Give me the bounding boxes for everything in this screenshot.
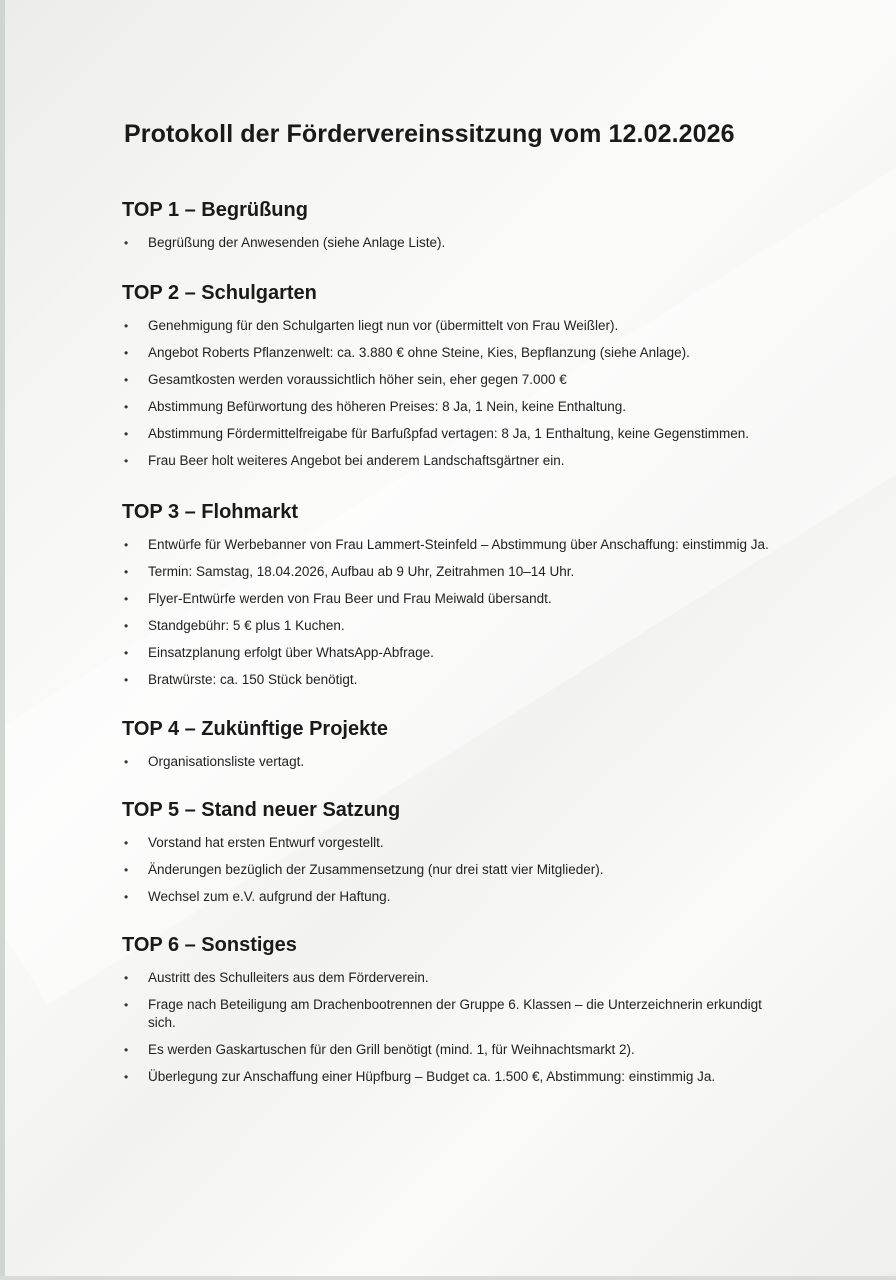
bullet-icon: • [124,836,129,850]
bullet-list [118,753,788,771]
list-item: • Vorstand hat ersten Entwurf vorgestellt. [124,835,384,850]
document-title: Protokoll der Fördervereinssitzung vom 12.02.2026 [124,120,735,148]
list-item: • Frage nach Beteiligung am Drachenbootrennen der Gruppe 6. Klassen – die Unterzeichnerin erkundigt sich. [124,997,762,1030]
page-left-edge [0,0,5,1280]
section-heading: TOP 6 – Sonstiges [122,934,297,956]
section-top-5 [118,799,788,906]
list-item: • Standgebühr: 5 € plus 1 Kuchen. [124,618,345,633]
bullet-icon: • [124,890,129,904]
bullet-icon: • [124,454,129,468]
list-item: • Einsatzplanung erfolgt über WhatsApp-Abfrage. [124,645,434,660]
bullet-icon: • [124,1070,129,1084]
list-item: • Frau Beer holt weiteres Angebot bei anderem Landschaftsgärtner ein. [124,453,565,468]
bullet-icon: • [124,863,129,877]
bullet-icon: • [124,400,129,414]
list-item: • Gesamtkosten werden voraussichtlich höher sein, eher gegen 7.000 € [124,372,567,387]
bullet-icon: • [124,673,129,687]
list-item: • Angebot Roberts Pflanzenwelt: ca. 3.880 € ohne Steine, Kies, Bepflanzung (siehe Anlage). [124,345,690,360]
section-heading: TOP 3 – Flohmarkt [122,501,298,523]
bullet-list [118,317,788,470]
list-item: • Überlegung zur Anschaffung einer Hüpfburg – Budget ca. 1.500 €, Abstimmung: einstimmig Ja. [124,1069,716,1084]
list-item: • Genehmigung für den Schulgarten liegt nun vor (übermittelt von Frau Weißler). [124,318,619,333]
bullet-icon: • [124,346,129,360]
section-top-3 [118,501,788,689]
list-item: • Abstimmung Fördermittelfreigabe für Barfußpfad vertagen: 8 Ja, 1 Enthaltung, keine Gegenstimmen. [124,426,750,441]
bullet-icon: • [124,1043,129,1057]
bullet-icon: • [124,998,129,1012]
bullet-icon: • [124,592,129,606]
list-item: • Änderungen bezüglich der Zusammensetzung (nur drei statt vier Mitglieder). [124,862,604,877]
list-item: • Bratwürste: ca. 150 Stück benötigt. [124,672,358,687]
bullet-icon: • [124,755,129,769]
list-item: • Entwürfe für Werbebanner von Frau Lammert-Steinfeld – Abstimmung über Anschaffung: einstimmig Ja. [124,537,769,552]
section-heading: TOP 5 – Stand neuer Satzung [122,799,401,821]
document-content [118,120,788,1114]
list-item: • Wechsel zum e.V. aufgrund der Haftung. [124,889,391,904]
bullet-icon: • [124,646,129,660]
bullet-list [118,834,788,906]
list-item: • Flyer-Entwürfe werden von Frau Beer und Frau Meiwald übersandt. [124,591,552,606]
list-item: • Austritt des Schulleiters aus dem Förderverein. [124,970,429,985]
bullet-list [118,969,788,1086]
list-item: • Termin: Samstag, 18.04.2026, Aufbau ab 9 Uhr, Zeitrahmen 10–14 Uhr. [124,564,575,579]
section-top-6 [118,934,788,1086]
bullet-list [118,234,788,252]
bullet-icon: • [124,319,129,333]
bullet-icon: • [124,538,129,552]
bullet-icon: • [124,373,129,387]
bullet-list [118,536,788,689]
list-item: • Begrüßung der Anwesenden (siehe Anlage Liste). [124,235,446,250]
section-top-4 [118,718,788,771]
bullet-icon: • [124,236,129,250]
list-item: • Abstimmung Befürwortung des höheren Preises: 8 Ja, 1 Nein, keine Enthaltung. [124,399,627,414]
bullet-icon: • [124,565,129,579]
section-top-1 [118,199,788,252]
bullet-icon: • [124,971,129,985]
page-bottom-edge [0,1276,896,1280]
section-heading: TOP 4 – Zukünftige Projekte [122,718,388,740]
section-heading: TOP 2 – Schulgarten [122,282,317,304]
section-top-2 [118,282,788,470]
bullet-icon: • [124,427,129,441]
section-heading: TOP 1 – Begrüßung [122,199,308,221]
list-item: • Organisationsliste vertagt. [124,754,305,769]
bullet-icon: • [124,619,129,633]
list-item: • Es werden Gaskartuschen für den Grill benötigt (mind. 1, für Weihnachtsmarkt 2). [124,1042,635,1057]
